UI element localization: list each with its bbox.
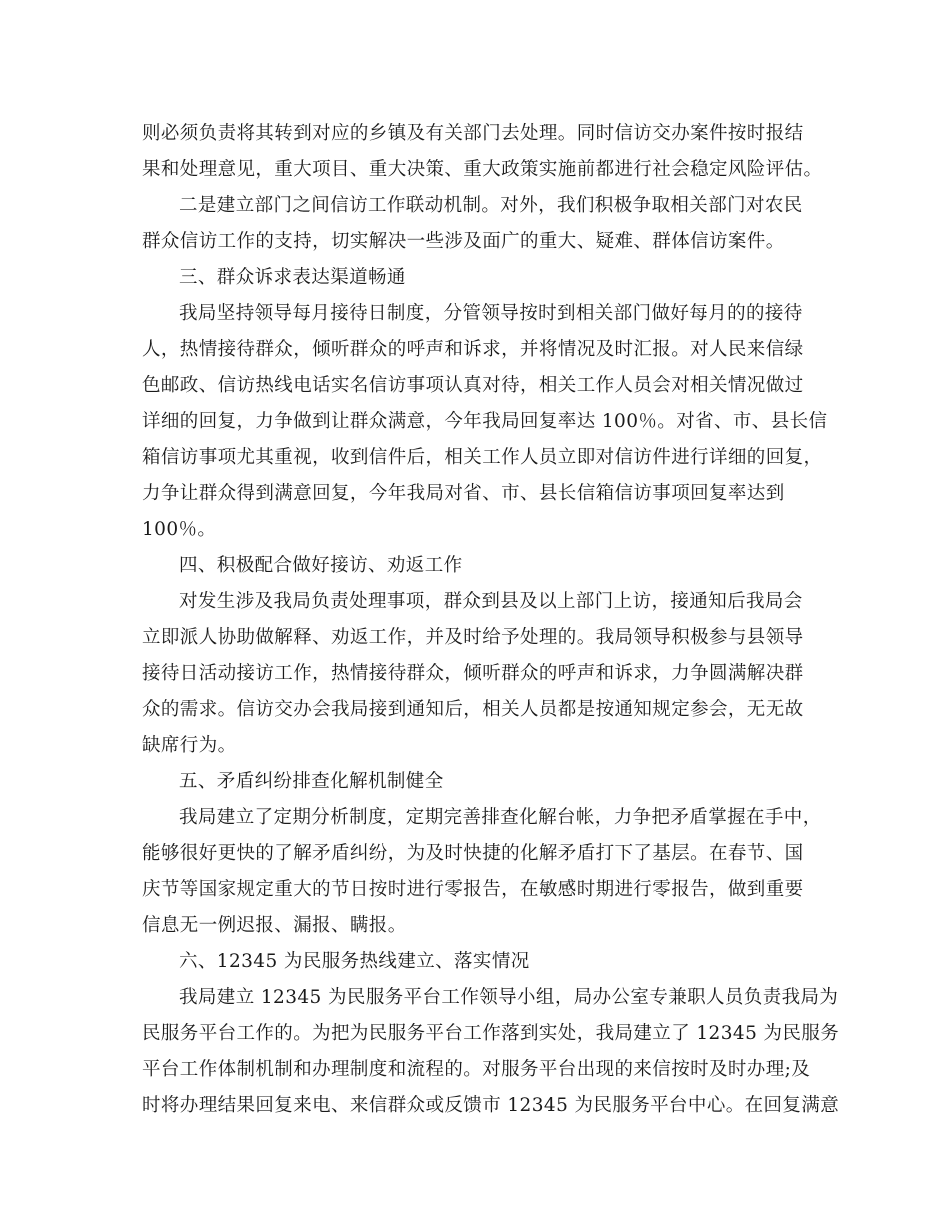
text-line: 能够很好更快的了解矛盾纠纷，为及时快捷的化解矛盾打下了基层。在春节、国	[142, 843, 804, 864]
text-line: 民服务平台工作的。为把为民服务平台工作落到实处，我局建立了 12345 为民服务	[142, 1023, 840, 1044]
text-line: 缺席行为。	[142, 735, 237, 756]
text-line: 信息无一例迟报、漏报、瞒报。	[142, 915, 407, 936]
text-line: 力争让群众得到满意回复，今年我局对省、市、县长信箱信访事项回复率达到	[142, 483, 785, 504]
paragraph-first-line: 我局建立了定期分析制度，定期完善排查化解台帐，力争把矛盾掌握在手中，	[179, 807, 822, 828]
text-line: 庆节等国家规定重大的节日按时进行零报告，在敏感时期进行零报告，做到重要	[142, 879, 804, 900]
text-line: 则必须负责将其转到对应的乡镇及有关部门去处理。同时信访交办案件按时报结	[142, 123, 804, 144]
paragraph-first-line: 我局坚持领导每月接待日制度，分管领导按时到相关部门做好每月的的接待	[179, 303, 803, 324]
paragraph-first-line: 我局建立 12345 为民服务平台工作领导小组，局办公室专兼职人员负责我局为	[179, 987, 839, 1008]
text-line: 群众信访工作的支持，切实解决一些涉及面广的重大、疑难、群体信访案件。	[142, 231, 785, 252]
paragraph-first-line: 对发生涉及我局负责处理事项，群众到县及以上部门上访，接通知后我局会	[179, 591, 803, 612]
section-heading: 四、积极配合做好接访、劝返工作	[179, 555, 463, 576]
section-heading: 五、矛盾纠纷排查化解机制健全	[179, 771, 444, 792]
section-heading: 六、12345 为民服务热线建立、落实情况	[179, 951, 530, 972]
text-line: 时将办理结果回复来电、来信群众或反馈市 12345 为民服务平台中心。在回复满意	[142, 1095, 840, 1116]
text-line: 平台工作体制机制和办理制度和流程的。对服务平台出现的来信按时及时办理;及	[142, 1059, 811, 1080]
text-line: 立即派人协助做解释、劝返工作，并及时给予处理的。我局领导积极参与县领导	[142, 627, 804, 648]
text-line: 果和处理意见，重大项目、重大决策、重大政策实施前都进行社会稳定风险评估。	[142, 159, 823, 180]
text-line: 详细的回复，力争做到让群众满意，今年我局回复率达 100％。对省、市、县长信	[142, 411, 828, 432]
paragraph-first-line: 二是建立部门之间信访工作联动机制。对外，我们积极争取相关部门对农民	[179, 195, 803, 216]
section-heading: 三、群众诉求表达渠道畅通	[179, 267, 406, 288]
text-line: 接待日活动接访工作，热情接待群众，倾听群众的呼声和诉求，力争圆满解决群	[142, 663, 804, 684]
text-line: 箱信访事项尤其重视，收到信件后，相关工作人员立即对信访件进行详细的回复，	[142, 447, 823, 468]
text-line: 人，热情接待群众，倾听群众的呼声和诉求，并将情况及时汇报。对人民来信绿	[142, 339, 804, 360]
text-line: 色邮政、信访热线电话实名信访事项认真对待，相关工作人员会对相关情况做过	[142, 375, 804, 396]
text-line: 众的需求。信访交办会我局接到通知后，相关人员都是按通知规定参会，无无故	[142, 699, 804, 720]
text-line: 100％。	[142, 519, 217, 540]
